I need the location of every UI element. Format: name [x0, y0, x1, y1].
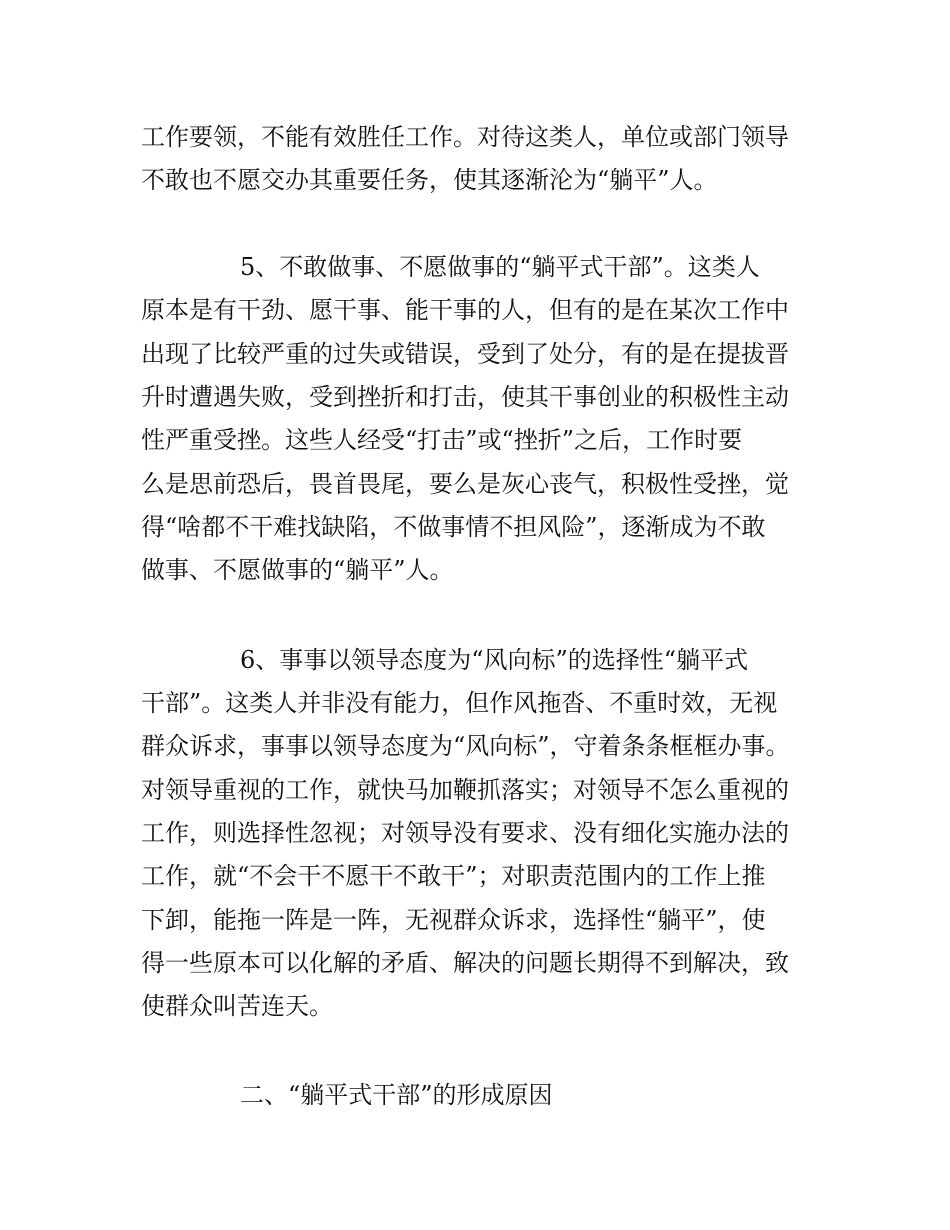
paragraph-line: 5、不敢做事、不愿做事的“躺平式干部”。这类人: [240, 253, 760, 281]
section-heading: 二、“躺平式干部”的形成原因: [240, 1081, 553, 1109]
paragraph-line: 原本是有干劲、愿干事、能干事的人，但有的是在某次工作中: [141, 296, 789, 324]
paragraph-line: 工作，就“不会干不愿干不敢干”；对职责范围内的工作上推: [141, 862, 766, 890]
paragraph-line: 6、事事以领导态度为“风向标”的选择性“躺平式: [240, 646, 749, 674]
paragraph-line: 出现了比较严重的过失或错误，受到了处分，有的是在提拔晋: [141, 340, 789, 368]
paragraph-line: 做事、不愿做事的“躺平”人。: [141, 556, 454, 584]
paragraph-line: 下卸，能拖一阵是一阵，无视群众诉求，选择性“躺平”，使: [141, 906, 766, 934]
paragraph-line: 不敢也不愿交办其重要任务，使其逐渐沦为“躺平”人。: [141, 166, 718, 194]
paragraph-line: 升时遭遇失败，受到挫折和打击，使其干事创业的积极性主动: [141, 383, 789, 411]
paragraph-line: 工作，则选择性忽视；对领导没有要求、没有细化实施办法的: [141, 819, 789, 847]
paragraph-line: 对领导重视的工作，就快马加鞭抓落实；对领导不怎么重视的: [141, 776, 789, 804]
paragraph-line: 工作要领，不能有效胜任工作。对待这类人，单位或部门领导: [141, 123, 789, 151]
paragraph-line: 群众诉求，事事以领导态度为“风向标”，守着条条框框办事。: [141, 732, 790, 760]
paragraph-line: 性严重受挫。这些人经受“打击”或“挫折”之后，工作时要: [141, 426, 743, 454]
paragraph-line: 使群众叫苦连天。: [141, 992, 333, 1020]
paragraph-line: 得一些原本可以化解的矛盾、解决的问题长期得不到解决，致: [141, 949, 789, 977]
paragraph-line: 么是思前恐后，畏首畏尾，要么是灰心丧气，积极性受挫，觉: [141, 470, 789, 498]
paragraph-line: 干部”。这类人并非没有能力，但作风拖沓、不重时效，无视: [141, 689, 778, 717]
paragraph-line: 得“啥都不干难找缺陷，不做事情不担风险”，逐渐成为不敢: [141, 513, 766, 541]
